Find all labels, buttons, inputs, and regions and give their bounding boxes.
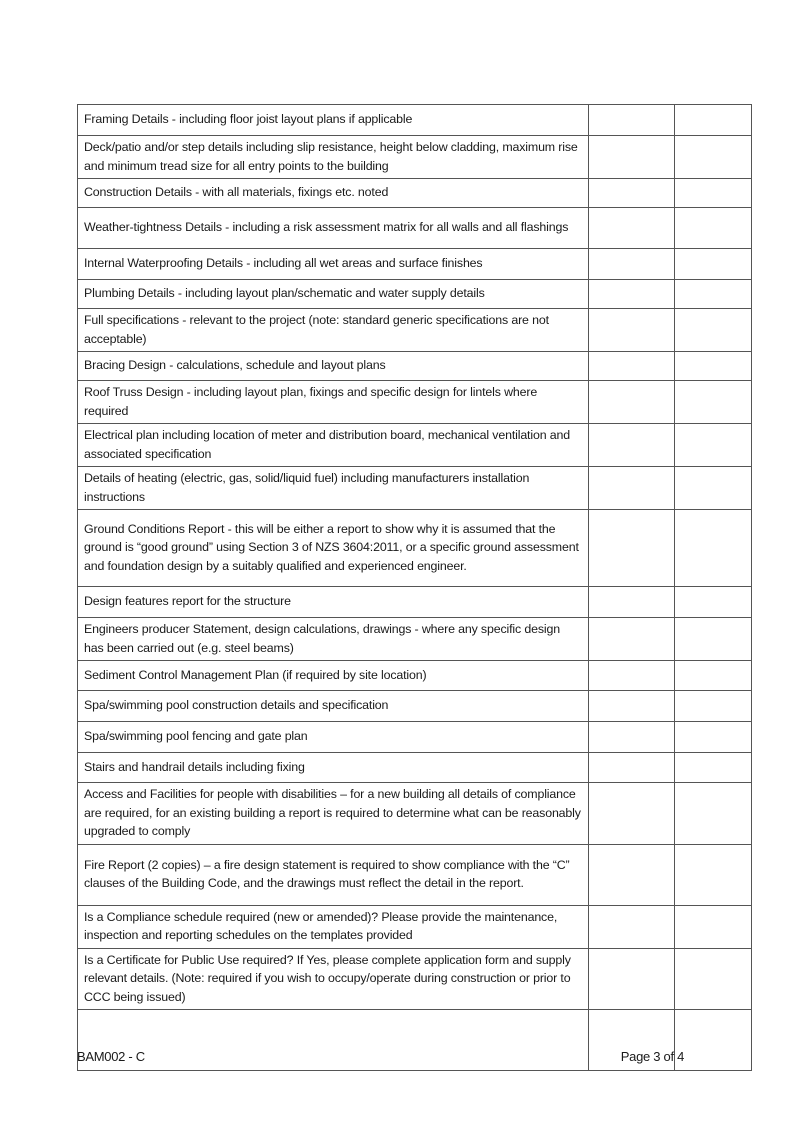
table-row [78,467,752,510]
check-cell-council[interactable] [675,753,752,783]
check-cell-applicant[interactable] [589,381,675,424]
empty-description-cell[interactable] [78,1010,589,1071]
table-row [78,105,752,136]
table-row [78,587,752,618]
check-cell-council[interactable] [675,618,752,661]
row-description: Fire Report (2 copies) – a fire design statement is required to show compliance with the “C” clauses of the Building Code, and the drawings must reflect the detail in the report. [78,844,589,905]
row-description: Stairs and handrail details including fixing [78,753,589,783]
check-cell-applicant[interactable] [589,510,675,587]
table-row [78,510,752,587]
row-description: Internal Waterproofing Details - including all wet areas and surface finishes [78,249,589,280]
check-cell-applicant[interactable] [589,424,675,467]
check-cell-council[interactable] [675,208,752,249]
check-cell-council[interactable] [675,249,752,280]
checklist-table [77,104,752,1071]
row-description: Is a Certificate for Public Use required? If Yes, please complete application form and supply relevant details. (Note: required if you wish to occupy/operate during construction or prior to CCC being issued) [78,948,589,1010]
table-row [78,753,752,783]
document-code: BAM002 - C [77,1049,145,1064]
check-cell-council[interactable] [675,136,752,179]
table-row [78,280,752,309]
check-cell-applicant[interactable] [589,352,675,381]
check-cell-council[interactable] [675,280,752,309]
row-description: Roof Truss Design - including layout plan, fixings and specific design for lintels where required [78,381,589,424]
check-cell-applicant[interactable] [589,618,675,661]
table-row [78,691,752,722]
check-cell-applicant[interactable] [589,691,675,722]
check-cell-council[interactable] [675,105,752,136]
table-row [78,381,752,424]
check-cell-applicant[interactable] [589,309,675,352]
row-description: Plumbing Details - including layout plan/schematic and water supply details [78,280,589,309]
check-cell-council[interactable] [675,844,752,905]
check-cell-applicant[interactable] [589,249,675,280]
check-cell-council[interactable] [675,510,752,587]
row-description: Bracing Design - calculations, schedule and layout plans [78,352,589,381]
check-cell-council[interactable] [675,381,752,424]
check-cell-applicant[interactable] [589,722,675,753]
row-description: Electrical plan including location of meter and distribution board, mechanical ventilation and associated specification [78,424,589,467]
table-row [78,948,752,1010]
row-description: Is a Compliance schedule required (new or amended)? Please provide the maintenance, inspection and reporting schedules on the templates provided [78,905,589,948]
check-cell-applicant[interactable] [589,587,675,618]
row-description: Spa/swimming pool construction details and specification [78,691,589,722]
check-cell-applicant[interactable] [589,753,675,783]
table-row [78,424,752,467]
row-description: Construction Details - with all materials, fixings etc. noted [78,179,589,208]
table-row [78,179,752,208]
check-cell-applicant[interactable] [589,905,675,948]
check-cell-applicant[interactable] [589,948,675,1010]
row-description: Access and Facilities for people with disabilities – for a new building all details of compliance are required, for an existing building a report is required to determine what can be reasonably upgraded to comply [78,783,589,845]
check-cell-applicant[interactable] [589,136,675,179]
check-cell-council[interactable] [675,179,752,208]
check-cell-council[interactable] [675,661,752,691]
check-cell-council[interactable] [675,467,752,510]
row-description: Design features report for the structure [78,587,589,618]
check-cell-council[interactable] [675,722,752,753]
row-description: Sediment Control Management Plan (if required by site location) [78,661,589,691]
check-cell-council[interactable] [675,352,752,381]
row-description: Full specifications - relevant to the project (note: standard generic specifications are not acceptable) [78,309,589,352]
check-cell-applicant[interactable] [589,179,675,208]
check-cell-council[interactable] [675,905,752,948]
row-description: Spa/swimming pool fencing and gate plan [78,722,589,753]
row-description: Framing Details - including floor joist layout plans if applicable [78,105,589,136]
table-row [78,309,752,352]
row-description: Deck/patio and/or step details including slip resistance, height below cladding, maximum rise and minimum tread size for all entry points to the building [78,136,589,179]
table-row [78,783,752,845]
table-row [78,661,752,691]
check-cell-applicant[interactable] [589,844,675,905]
check-cell-applicant[interactable] [589,467,675,510]
table-row [78,618,752,661]
check-cell-council[interactable] [675,691,752,722]
table-row [78,208,752,249]
check-cell-council[interactable] [675,1010,752,1071]
check-cell-council[interactable] [675,783,752,845]
row-description: Engineers producer Statement, design calculations, drawings - where any specific design has been carried out (e.g. steel beams) [78,618,589,661]
check-cell-applicant[interactable] [589,105,675,136]
check-cell-council[interactable] [675,948,752,1010]
table-row [78,352,752,381]
check-cell-applicant[interactable] [589,280,675,309]
check-cell-council[interactable] [675,309,752,352]
table-row [78,249,752,280]
check-cell-applicant[interactable] [589,783,675,845]
check-cell-council[interactable] [675,424,752,467]
table-row [78,844,752,905]
row-description: Details of heating (electric, gas, solid/liquid fuel) including manufacturers installation instructions [78,467,589,510]
check-cell-council[interactable] [675,587,752,618]
check-cell-applicant[interactable] [589,208,675,249]
table-row [78,136,752,179]
row-description: Ground Conditions Report - this will be either a report to show why it is assumed that the ground is “good ground” using Section 3 of NZS 3604:2011, or a specific ground assessment and foundation design by a suitably qualified and experienced engineer. [78,510,589,587]
table-row [78,722,752,753]
check-cell-applicant[interactable] [589,661,675,691]
row-description: Weather-tightness Details - including a risk assessment matrix for all walls and all flashings [78,208,589,249]
table-row [78,905,752,948]
page-number: Page 3 of 4 [620,1049,684,1064]
